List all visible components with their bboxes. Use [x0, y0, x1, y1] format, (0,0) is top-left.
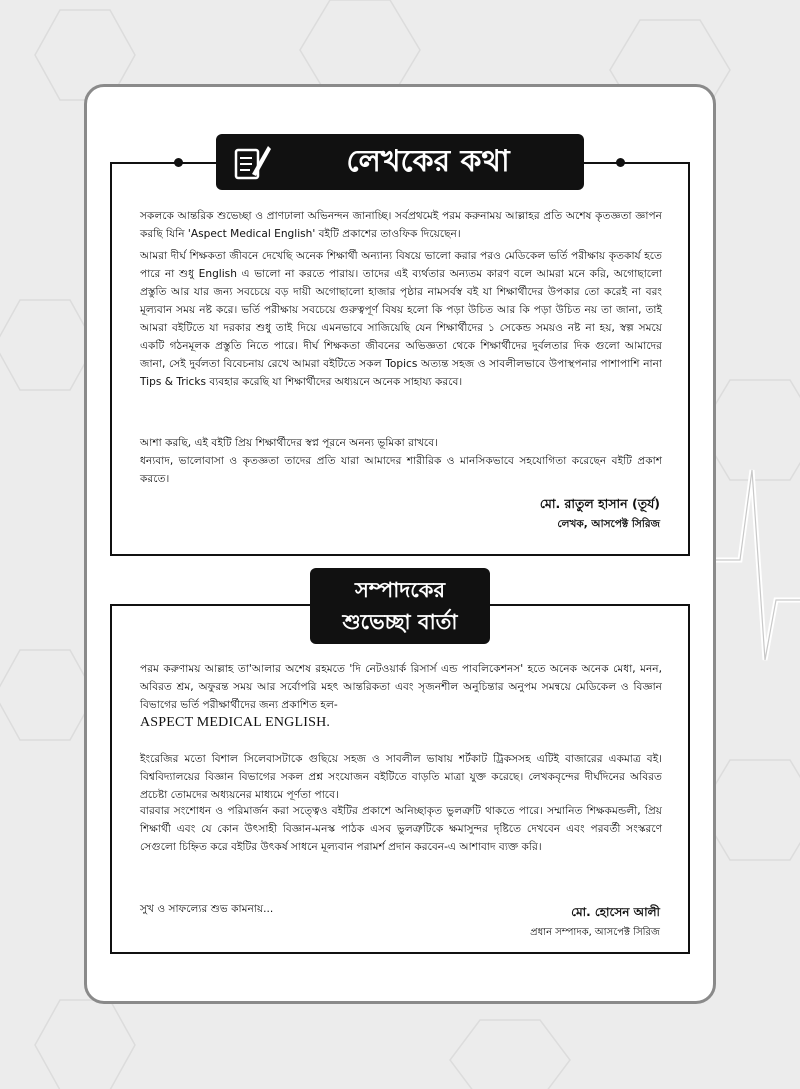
editor-paragraph-intro: পরম করুণাময় আল্লাহ তা'আলার অশেষ রহমতে 'দি নেটওয়ার্ক রিসার্স এন্ড পাবলিকেশনস' হতে অনেক অনেক মেধা, মনন, অবিরত শ্রম, অফুরন্ত সময় আর সর্বোপরি মহৎ আন্তরিকতা এবং সৃজনশীল অনুচিন্তার অনুপম সমন্বয়ে মেডিকেল ও বিজ্ঞান বিভাগের ভর্তি পরীক্ষার্থীদের জন্য প্রকাশিত হল- — [140, 663, 662, 711]
quill-paper-icon — [230, 140, 274, 184]
editor-paragraph-errata: বারবার সংশোধন ও পরিমার্জন করা সত্ত্বেও বইটির প্রকাশে অনিচ্ছাকৃত ভুলত্রুটি থাকতে পারে। সম্মানিত শিক্ষকমন্ডলী, প্রিয় শিক্ষার্থী এবং যে কোন উৎসাহী বিজ্ঞান-মনস্ক পাঠক এসব ভুলত্রুটিকে ক্ষমাসুন্দর দৃষ্টিতে দেখবেন এবং পরবর্তী সংস্করণে সেগুলো চিহ্নিত করে বইটির উৎকর্ষ সাধনে মূল্যবান পরামর্শ প্রদান করবেন-এ আশাবাদ ব্যক্ত করি। — [140, 805, 662, 853]
author-paragraph-thanks: ধন্যবাদ, ভালোবাসা ও কৃতজ্ঞতা তাদের প্রতি যারা আমাদের শারীরিক ও মানসিকভাবে সহযোগিতা করেছেন বইটি প্রকাশ করতে। — [140, 455, 662, 485]
author-signature-name: মো. রাতুল হাসান (তূর্য) — [539, 496, 660, 511]
editor-frame-topline-right — [490, 604, 690, 606]
author-paragraph-hope: আশা করছি, এই বইটি প্রিয় শিক্ষার্থীদের স্বপ্ন পূরনে অনন্য ভূমিকা রাখবে। — [140, 437, 438, 449]
author-section-title: লেখকের কথা — [346, 143, 510, 179]
author-frame-dot-left — [174, 158, 183, 167]
author-paragraph-greeting: সকলকে আন্তরিক শুভেচ্ছা ও প্রাণঢালা অভিনন্দন জানাচ্ছি। সর্বপ্রথমেই পরম করুনাময় আল্লাহর প্রতি অশেষ কৃতজ্ঞতা জ্ঞাপন করছি যিনি 'Aspect Medical English' বইটি প্রকাশের তাওফিক দিয়েছেন। — [140, 210, 662, 240]
editor-section-title-badge — [310, 568, 490, 644]
editor-section-title-line2: শুভেচ্ছা বার্তা — [342, 610, 458, 634]
author-signature-role: লেখক, আসপেক্ট সিরিজ — [557, 518, 660, 530]
author-frame-dot-right — [616, 158, 625, 167]
author-section-title-badge — [216, 134, 584, 190]
editor-paragraph-about-book: ইংরেজির মতো বিশাল সিলেবাসটাকে গুছিয়ে সহজ ও সাবলীল ভাষায় শর্টকাট ট্রিকসসহ এটিই বাজারের একমাত্র বই। বিশ্ববিদ্যালয়ের বিজ্ঞান বিভাগের সকল প্রশ্ন সংযোজন বইটিতে বাড়তি মাত্রা যুক্ত করেছে। লেখকবৃন্দের দীর্ঘদিনের অবিরত প্রচেষ্টা তোমদের অধ্যয়নের মাধ্যমে পূর্ণতা পাবে। — [140, 753, 662, 801]
editor-closing-line: সুখ ও সাফল্যের শুভ কামনায়... — [140, 903, 274, 915]
editor-signature-role: প্রধান সম্পাদক, আসপেক্ট সিরিজ — [530, 927, 660, 938]
author-paragraph-main: আমরা দীর্ঘ শিক্ষকতা জীবনে দেখেছি অনেক শিক্ষার্থী অন্যান্য বিষয়ে ভালো করার পরও মেডিকেল ভর্তি পরীক্ষায় কৃতকার্য হতে পারে না শুধু English এ ভালো না করতে পারায়। তাদের এই ব্যর্থতার অন্যতম কারণ বলে আমরা মনে করি, অগোছালো প্রস্তুতি আর যার জন্য সবচেয়ে বড় দায়ী অগোছালো হাজার পৃষ্ঠার নামসর্বস্ব বই যা শিক্ষার্থীদের উপকার তো করেই না বরং মূল্যবান সময় নষ্ট করে। ভর্তি পরীক্ষায় সবচেয়ে গুরুত্বপূর্ণ বিষয় হলো কি পড়া উচিত আর কি পড়া উচিত নয় তা জানা, তাই আমরা বইটিতে যা দরকার শুধু তাই দিয়ে এমনভাবে সাজিয়েছি যেন শিক্ষার্থীদের ১ সেকেন্ড সময়ও নষ্ট না হয়, স্বল্প সময়ে একটি গঠনমূলক প্রস্তুতি নিতে পারে। দীর্ঘ শিক্ষকতা জীবনের অভিজ্ঞতা থেকে শিক্ষার্থীদের দুর্বলতার দিক গুলো আমাদের জানা, সেই দুর্বলতা বিবেচনায় রেখে আমরা বইটিতে সকল Topics অত্যন্ত সহজ ও সাবলীলভাবে উপাস্থপনার পাশাপাশি নানা Tips & Tricks ব্যবহার করেছি যা শিক্ষার্থীদের অধ্যয়নে অনেক সাহায্য করবে। — [140, 250, 662, 388]
editor-frame-topline-left — [110, 604, 310, 606]
author-frame-topline-left — [110, 162, 216, 164]
book-title: ASPECT MEDICAL ENGLISH. — [140, 715, 331, 730]
editor-section-title-line1: সম্পাদকের — [354, 578, 445, 602]
author-frame-topline-right — [584, 162, 690, 164]
editor-signature-name: মো. হোসেন আলী — [571, 905, 660, 919]
